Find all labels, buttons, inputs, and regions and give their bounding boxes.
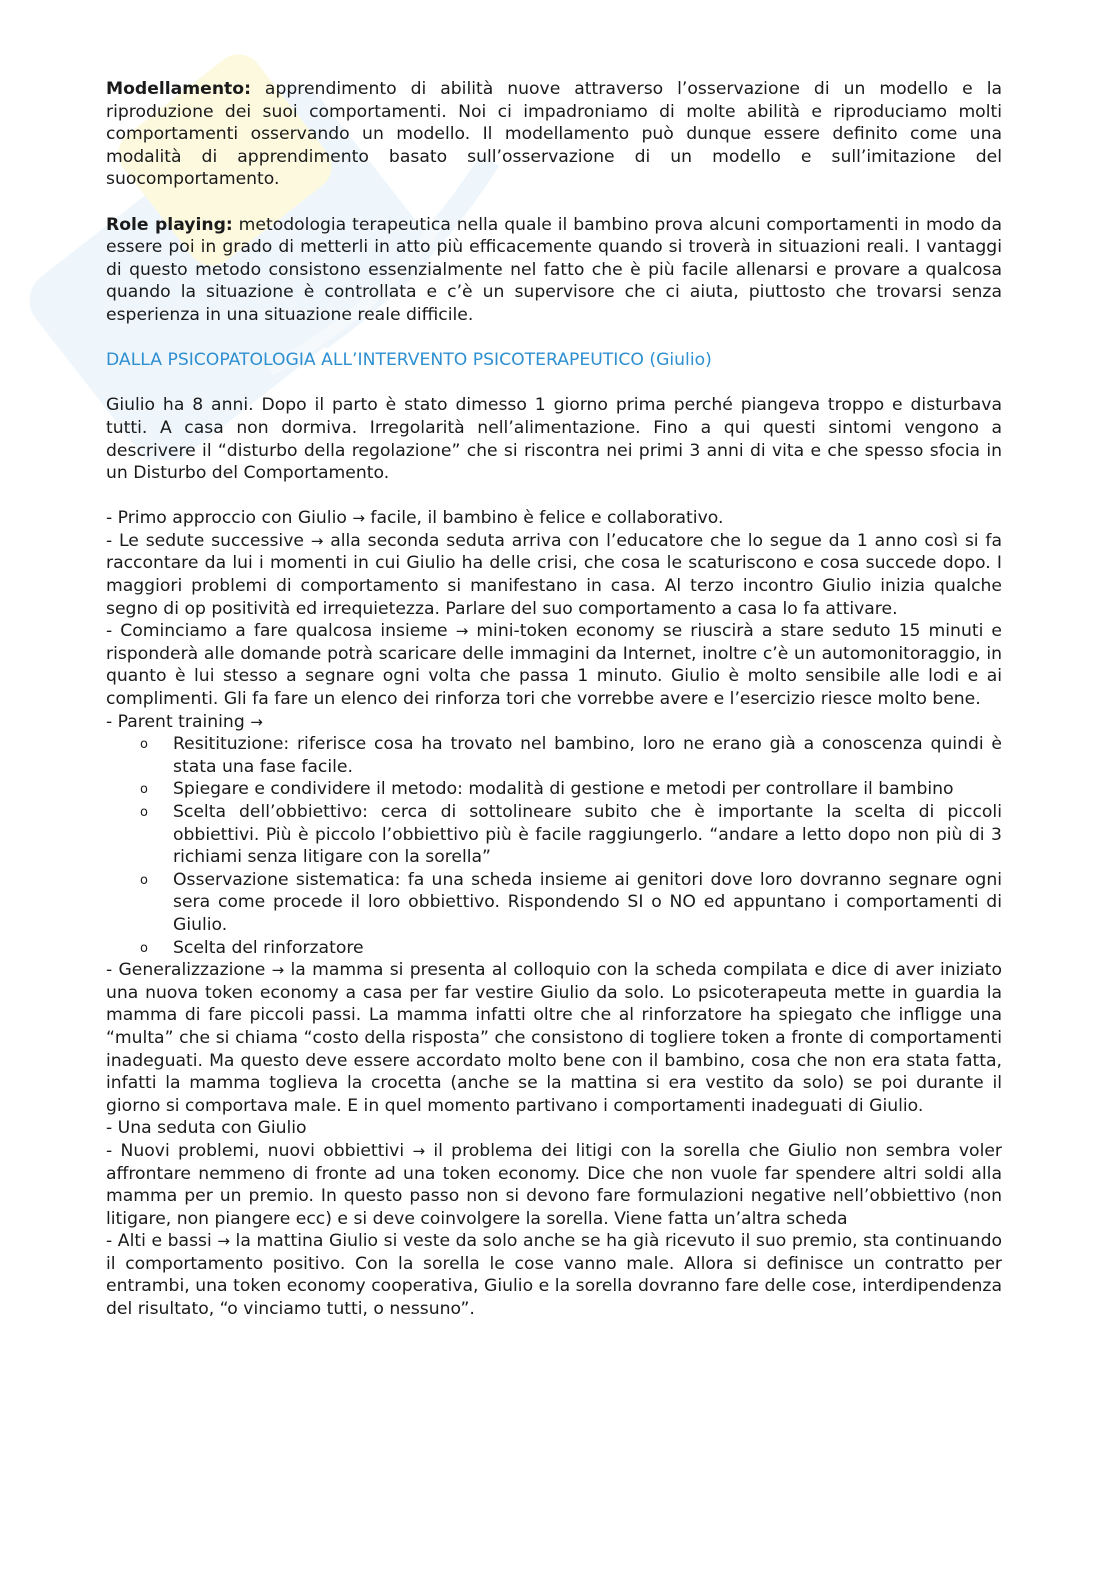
- section-heading: DALLA PSICOPATOLOGIA ALL’INTERVENTO PSICOTERAPEUTICO (Giulio): [106, 350, 712, 371]
- arrow-icon: →: [310, 531, 324, 550]
- list-item: [106, 778, 1002, 801]
- paragraph-role-playing: [106, 214, 1002, 327]
- item-primo-lead: - Primo approccio con Giulio: [106, 508, 347, 529]
- term-modellamento: Modellamento:: [106, 79, 251, 99]
- item-cominciamo-lead: - Cominciamo a fare qualcosa insieme: [106, 621, 448, 642]
- item-sedute-lead: - Le sedute successive: [106, 530, 304, 551]
- list-item-text: Resitituzione: riferisce cosa ha trovato nel bambino, loro ne erano già a conoscenza quindi è stata una fase facile.: [173, 734, 1002, 777]
- arrow-icon: →: [271, 961, 285, 980]
- list-item: [106, 937, 1002, 960]
- arrow-icon: →: [250, 712, 263, 731]
- bullet-icon: o: [140, 940, 148, 956]
- list-item: [106, 869, 1002, 937]
- item-alti-text: la mattina Giulio si veste da solo anche se ha già ricevuto il suo premio, sta continuando il comportamento positivo. Con la sorella le cose vanno male. Allora si definisce un contratto per entrambi, una token economy cooperativa, Giulio e la sorella dovranno fare delle cose, interdipendenza del risultato, “o vinciamo tutti, o nessuno”.: [106, 1231, 1002, 1320]
- item-alti-lead: - Alti e bassi: [106, 1231, 212, 1252]
- list-item-text: Scelta del rinforzatore: [173, 937, 364, 958]
- item-nuovi-lead: - Nuovi problemi, nuovi obbiettivi: [106, 1140, 405, 1161]
- bullet-icon: o: [140, 737, 148, 753]
- list-item: [106, 801, 1002, 869]
- document-page: [106, 78, 1002, 1321]
- item-generalizzazione-lead: - Generalizzazione: [106, 960, 266, 981]
- definition-role-playing: metodologia terapeutica nella quale il bambino prova alcuni comportamenti in modo da essere poi in grado di metterli in atto più efficacemente quando si troverà in situazioni reali. I vantaggi di questo metodo consistono essenzialmente nel fatto che è più facile allenarsi e provare a qualcosa quando la situazione è controllata e c’è un supervisore che ci aiuta, piuttosto che trovarsi senza esperienza in una situazione reale difficile.: [106, 214, 1002, 325]
- list-item-text: Osservazione sistematica: fa una scheda insieme ai genitori dove loro dovranno segnare ogni sera come procede il loro obbiettivo. Rispondendo SI o NO ed appuntano i comportamenti di Giulio.: [173, 869, 1002, 935]
- bullet-icon: o: [140, 872, 148, 888]
- item-nuovi-text: il problema dei litigi con la sorella che Giulio non sembra voler affrontare nemmeno di fronte ad una token economy. Dice che non vuole far spendere altri soldi alla mamma per un premio. In questo passo non si devono fare formulazioni negative nell’obbiettivo (non litigare, non piangere ecc) e si deve coinvolgere la sorella. Viene fatta un’altra scheda: [106, 1140, 1002, 1229]
- item-alti-bassi: [106, 1230, 1002, 1320]
- item-parent-lead: - Parent training: [106, 711, 245, 732]
- list-item-text: Spiegare e condividere il metodo: modalità di gestione e metodi per controllare il bambino: [173, 779, 954, 800]
- item-generalizzazione: [106, 959, 1002, 1117]
- parent-training-list: [106, 733, 1002, 959]
- list-item: [106, 733, 1002, 778]
- item-sedute-successive: [106, 530, 1002, 620]
- arrow-icon: →: [217, 1232, 230, 1251]
- paragraph-modellamento: [106, 78, 1002, 191]
- item-cominciamo-text: mini-token economy se riuscirà a stare seduto 15 minuti e risponderà alle domande potrà scaricare delle immagini da Internet, inoltre c’è un automonitoraggio, in quanto è lui stesso a segnare ogni volta che passa 1 minuto. Giulio è molto sensibile alle lodi e ai complimenti. Gli fa fare un elenco dei rinforza tori che vorrebbe avere e l’esercizio riesce molto bene.: [106, 621, 1002, 710]
- item-parent-training: [106, 711, 1002, 734]
- term-role-playing: Role playing:: [106, 214, 233, 235]
- paragraph-intro: Giulio ha 8 anni. Dopo il parto è stato dimesso 1 giorno prima perché piangeva troppo e disturbava tutti. A casa non dormiva. Irregolarità nell’alimentazione. Fino a qui questi sintomi vengono a descrivere il “disturbo della regolazione” che si riscontra nei primi 3 anni di vita e che spesso sfocia in un Disturbo del Comportamento.: [106, 395, 1002, 484]
- arrow-icon: →: [455, 622, 469, 641]
- arrow-icon: →: [412, 1141, 426, 1160]
- list-item-text: Scelta dell’obbiettivo: cerca di sottolineare subito che è importante la scelta di piccoli obbiettivi. Più è piccolo l’obbiettivo più è facile raggiungerlo. “andare a letto dopo non più di 3 richiami senza litigare con la sorella”: [173, 802, 1002, 868]
- definition-modellamento: apprendimento di abilità nuove attraverso l’osservazione di un modello e la riproduzione dei suoi comportamenti. Noi ci impadroniamo di molte abilità e riproduciamo molti comportamenti osservando un modello. Il modellamento può dunque essere definito come una modalità di apprendimento basato sull’osservazione di un modello e sull’imitazione del suocomportamento.: [106, 79, 1002, 190]
- item-primo-text: facile, il bambino è felice e collaborativo.: [364, 508, 724, 529]
- item-cominciamo: [106, 620, 1002, 710]
- item-generalizzazione-text: la mamma si presenta al colloquio con la scheda compilata e dice di aver iniziato una nuova token economy a casa per far vestire Giulio da solo. Lo psicoterapeuta mette in guardia la mamma di fare piccoli passi. La mamma infatti oltre che al rinforzatore ha spiegato che infligge una “multa” che si chiama “costo della risposta” che consistono di togliere token a fronte di comportamenti inadeguati. Ma questo deve essere accordato molto bene con il bambino, cosa che non era stata fatta, infatti la mamma toglieva la crocetta (anche se la mattina si era vestito da solo) se poi durante il giorno si comportava male. E in quel momento partivano i comportamenti inadeguati di Giulio.: [106, 960, 1002, 1116]
- arrow-icon: →: [352, 509, 365, 528]
- bullet-icon: o: [140, 782, 148, 798]
- bullet-icon: o: [140, 805, 148, 820]
- item-sedute-text: alla seconda seduta arriva con l’educatore che lo segue da 1 anno così si fa raccontare da lui i momenti in cui Giulio ha delle crisi, che cosa le scaturiscono e cosa succede dopo. I maggiori problemi di comportamento si manifestano in casa. Al terzo incontro Giulio inizia qualche segno di op positività ed irrequietezza. Parlare del suo comportamento a casa lo fa attivare.: [106, 530, 1003, 619]
- item-seduta-giulio: - Una seduta con Giulio: [106, 1118, 307, 1139]
- item-primo-approccio: [106, 507, 1002, 530]
- item-nuovi-problemi: [106, 1140, 1002, 1230]
